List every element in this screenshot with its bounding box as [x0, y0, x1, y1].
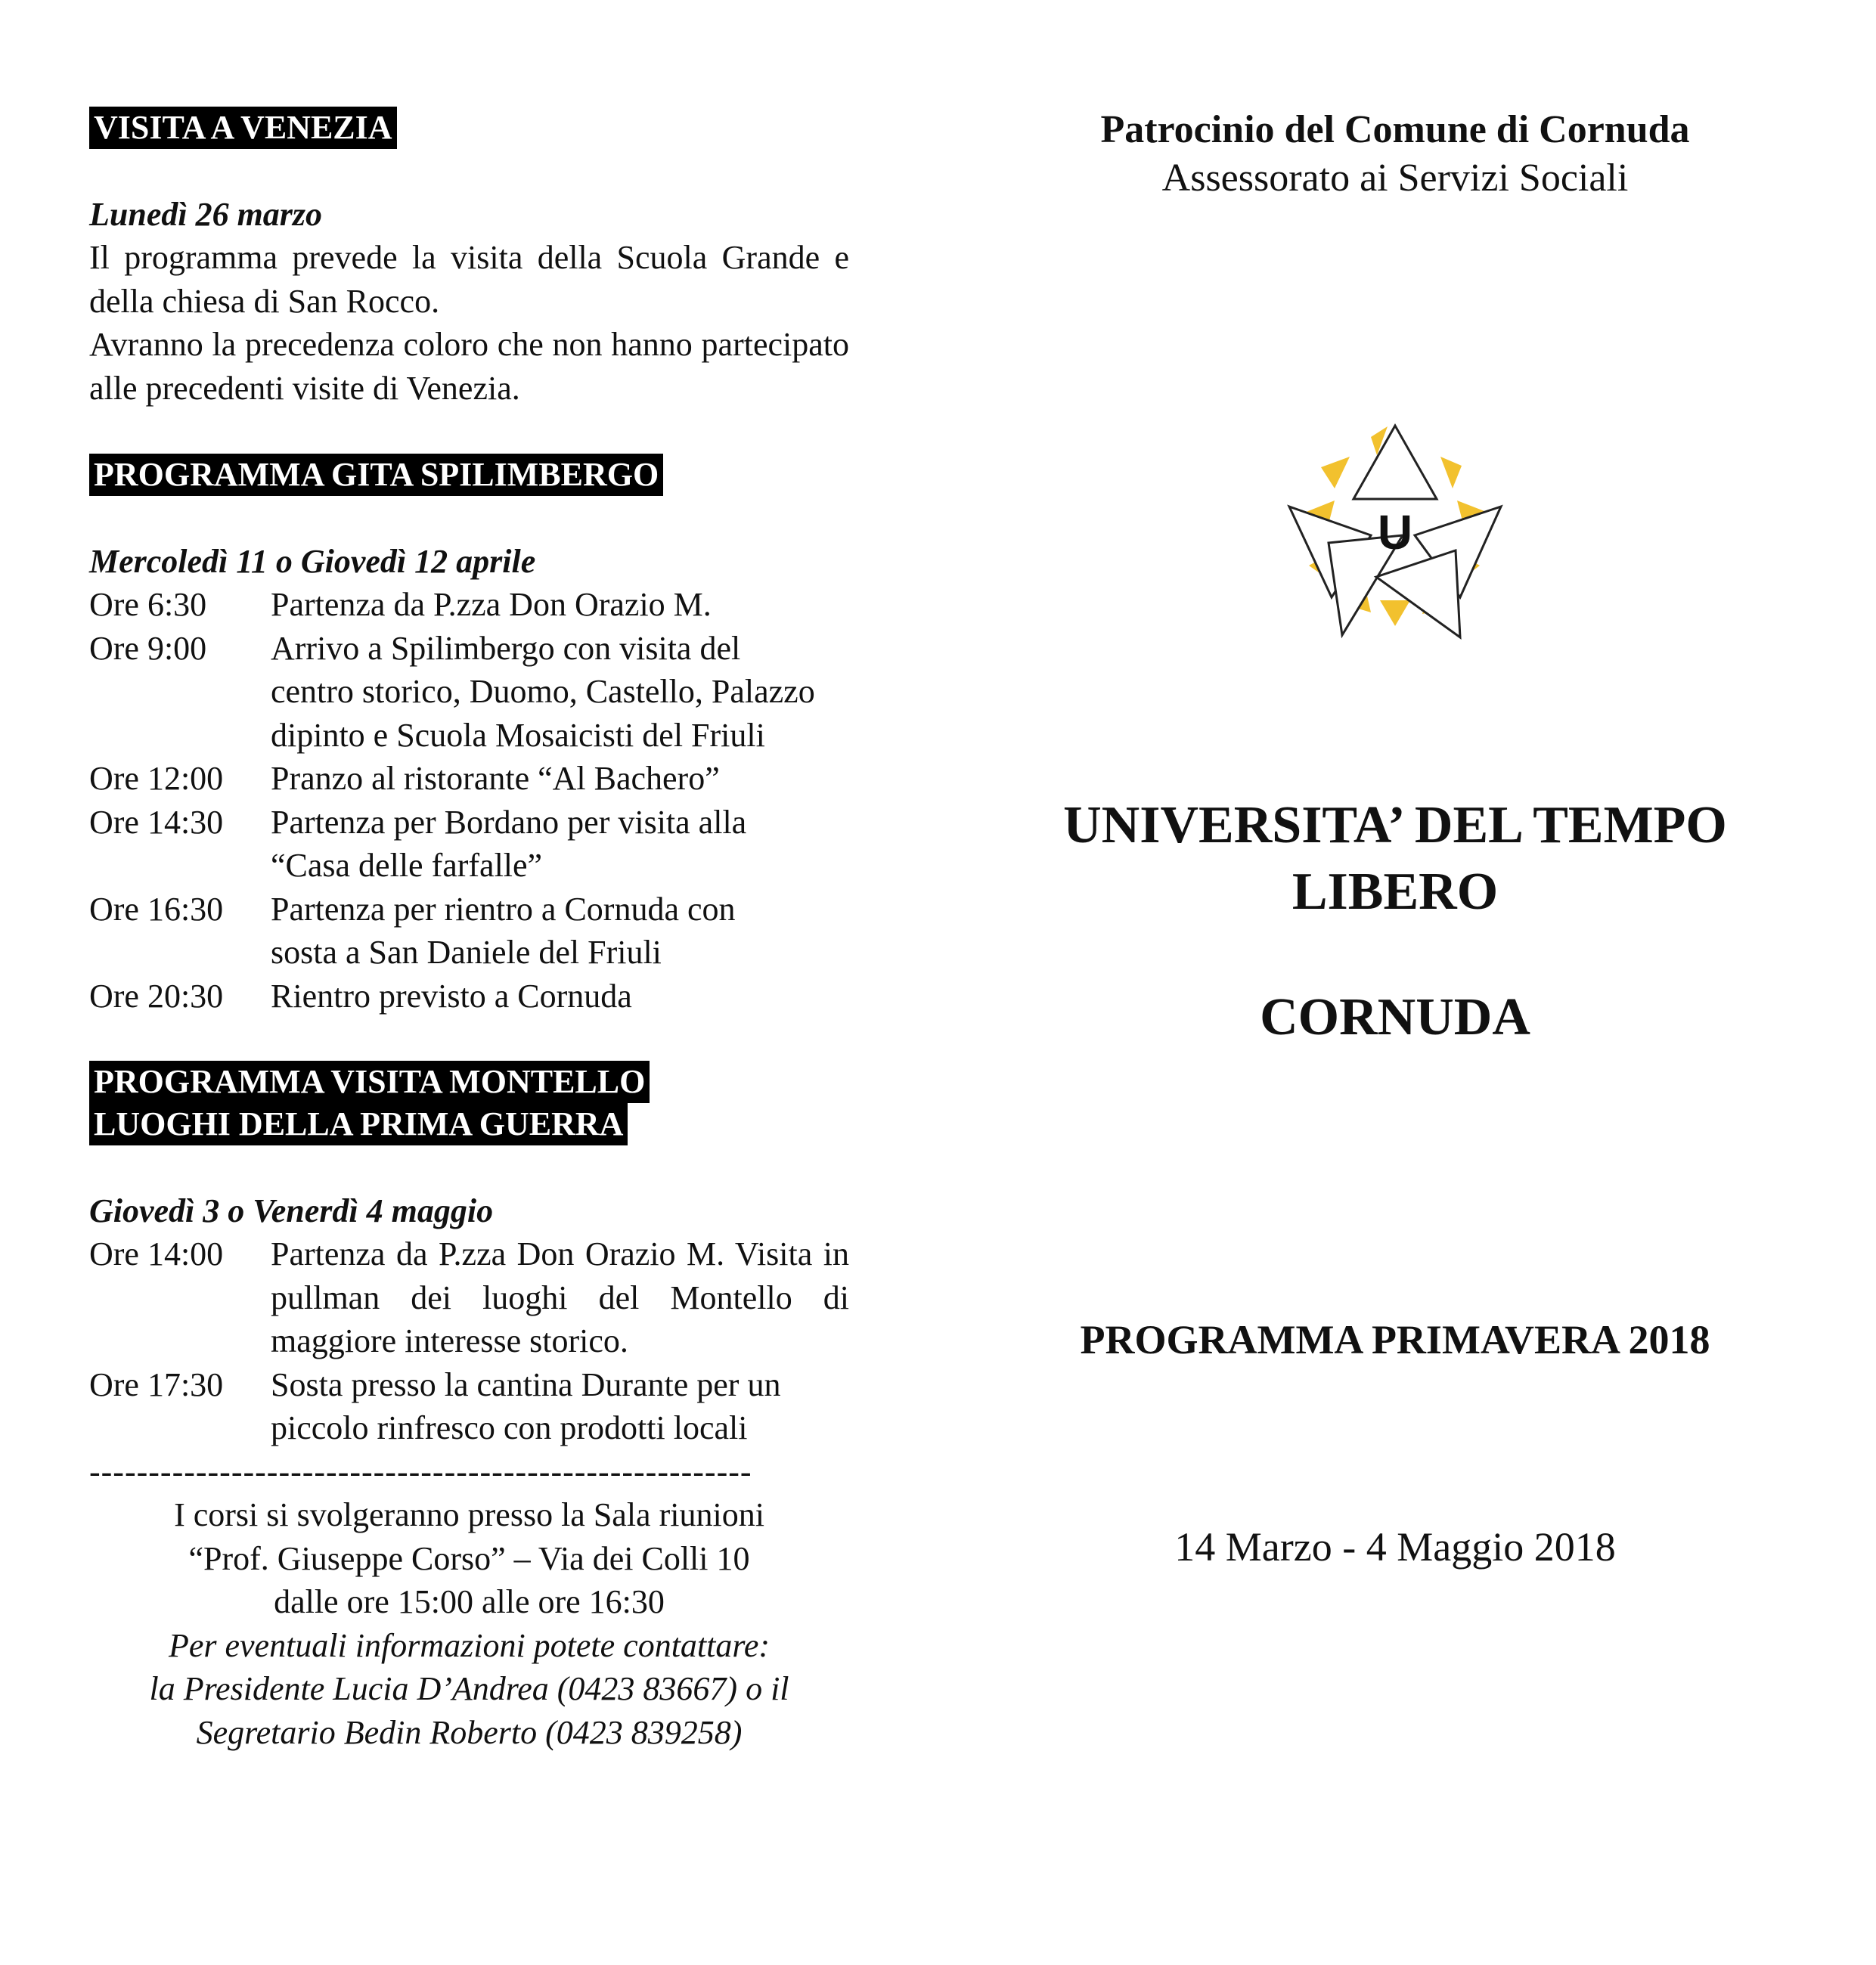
- schedule-time: Ore 9:00: [89, 629, 207, 667]
- section-header-montello-line2: LUOGHI DELLA PRIMA GUERRA: [89, 1103, 628, 1145]
- schedule-row: [89, 627, 849, 758]
- schedule-row: [89, 975, 849, 1018]
- schedule-row: [89, 801, 849, 888]
- schedule-time: Ore 6:30: [89, 586, 207, 623]
- title-line-1: UNIVERSITA’ DEL TEMPO: [1063, 796, 1727, 854]
- schedule-desc: Partenza da P.zza Don Orazio M. Visita in pullman dei luoghi del Montello di maggiore interesse storico.: [271, 1235, 849, 1359]
- schedule-desc: Partenza da P.zza Don Orazio M.: [271, 586, 712, 623]
- section-montello: [89, 1061, 849, 1450]
- schedule-time: Ore 17:30: [89, 1365, 224, 1403]
- section-venezia: [89, 106, 849, 410]
- section-header-montello-line1: PROGRAMMA VISITA MONTELLO: [89, 1061, 650, 1103]
- schedule-desc: Arrivo a Spilimbergo con visita del centro storico, Duomo, Castello, Palazzo dipinto e Scuola Mosaicisti del Friuli: [271, 629, 815, 754]
- schedule-row: [89, 583, 849, 627]
- schedule-desc: Pranzo al ristorante “Al Bachero”: [271, 760, 720, 797]
- schedule-time: Ore 14:00: [89, 1235, 224, 1272]
- schedule-row: [89, 888, 849, 975]
- section-header-venezia: VISITA A VENEZIA: [89, 107, 397, 149]
- program-dates: 14 Marzo - 4 Maggio 2018: [1174, 1524, 1616, 1570]
- logo-letter: U: [1377, 505, 1413, 559]
- program-title: PROGRAMMA PRIMAVERA 2018: [1080, 1317, 1710, 1362]
- contact-line: Segretario Bedin Roberto (0423 839258): [196, 1713, 743, 1751]
- separator-line: --------------------------------------------------------: [89, 1452, 752, 1490]
- section-spilimbergo: [89, 453, 849, 1018]
- patron-heading: Patrocinio del Comune di Cornuda: [1100, 108, 1690, 151]
- footer-line: I corsi si svolgeranno presso la Sala riunioni: [174, 1496, 764, 1533]
- contact-line: la Presidente Lucia D’Andrea (0423 83667) o il: [149, 1670, 789, 1707]
- section-header-montello: [89, 1061, 650, 1145]
- schedule-desc: Partenza per Bordano per visita alla “Casa delle farfalle”: [271, 803, 747, 884]
- footer-line: dalle ore 15:00 alle ore 16:30: [274, 1583, 665, 1620]
- schedule-row: [89, 1363, 849, 1450]
- schedule-desc: Partenza per rientro a Cornuda con sosta a San Daniele del Friuli: [271, 890, 736, 971]
- schedule-row: [89, 757, 849, 801]
- schedule-time: Ore 16:30: [89, 890, 224, 928]
- university-logo: [1282, 422, 1509, 649]
- schedule-row: [89, 1232, 849, 1363]
- department-subheading: Assessorato ai Servizi Sociali: [1161, 157, 1629, 200]
- right-column: [1006, 106, 1785, 1571]
- schedule-time: Ore 14:30: [89, 803, 224, 841]
- venezia-date: Lunedì 26 marzo: [89, 195, 323, 233]
- schedule-time: Ore 12:00: [89, 760, 224, 797]
- schedule-desc: Sosta presso la cantina Durante per un piccolo rinfresco con prodotti locali: [271, 1365, 781, 1446]
- venezia-text-1: Il programma prevede la visita della Scuola Grande e della chiesa di San Rocco.: [89, 239, 849, 320]
- contact-line: Per eventuali informazioni potete contattare:: [168, 1626, 771, 1664]
- section-header-spilimbergo: PROGRAMMA GITA SPILIMBERGO: [89, 454, 663, 496]
- footer-line: “Prof. Giuseppe Corso” – Via dei Colli 10: [188, 1539, 750, 1577]
- left-column: [89, 106, 849, 1754]
- montello-date: Giovedì 3 o Venerdì 4 maggio: [89, 1192, 494, 1229]
- footer-info: [89, 1493, 849, 1754]
- venezia-text-2: Avranno la precedenza coloro che non hanno partecipato alle precedenti visite di Venezia.: [89, 326, 849, 407]
- spilimbergo-date: Mercoledì 11 o Giovedì 12 aprile: [89, 542, 536, 580]
- schedule-time: Ore 20:30: [89, 977, 224, 1015]
- city-title: CORNUDA: [1260, 988, 1530, 1046]
- title-line-2: LIBERO: [1291, 863, 1499, 921]
- schedule-desc: Rientro previsto a Cornuda: [271, 977, 632, 1015]
